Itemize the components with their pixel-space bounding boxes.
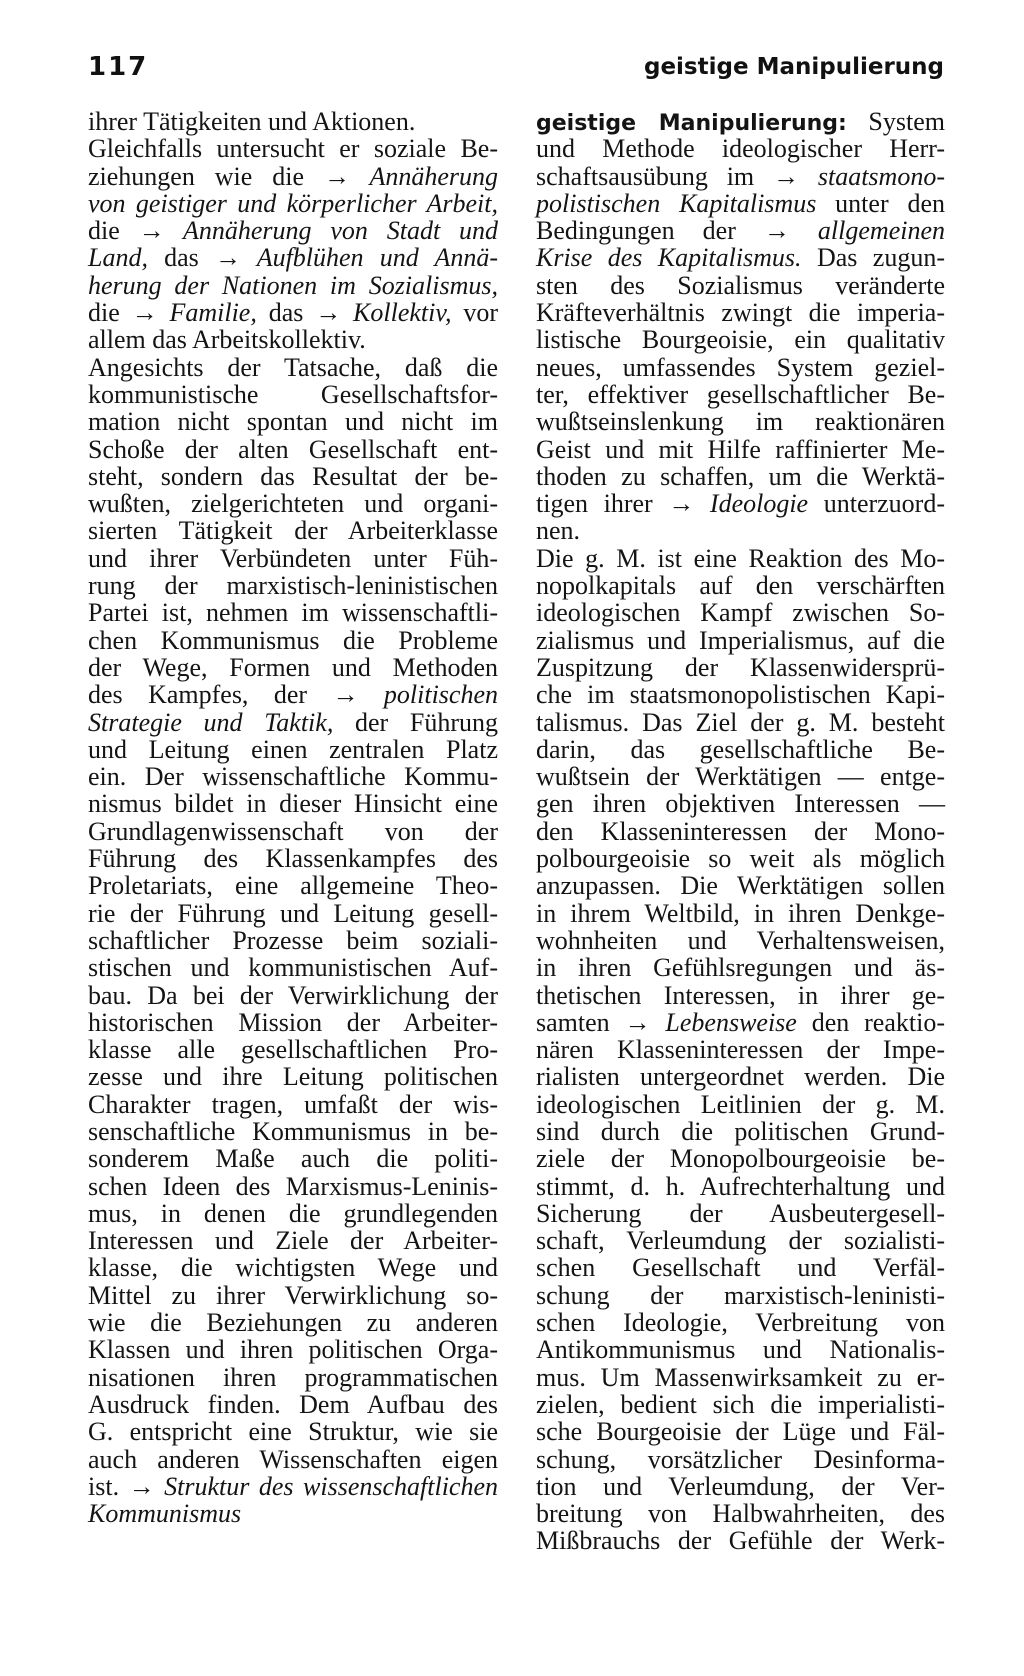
text-line	[536, 790, 945, 817]
text-line	[536, 627, 945, 654]
text-run: und Leitung einen zentralen Platz	[88, 734, 498, 764]
text-run: mus, in denen die grundlegenden	[88, 1198, 498, 1228]
text-line	[536, 517, 945, 544]
text-line	[88, 599, 498, 626]
text-run: der Führung	[333, 707, 498, 737]
cross-reference: Krise des Kapitalismus.	[536, 243, 802, 273]
text-run: nismus bildet in dieser Hinsicht eine	[88, 789, 498, 819]
cross-reference: → Ideologie	[668, 489, 809, 519]
text-run: den reaktio-	[796, 1007, 945, 1037]
text-run: den Klasseninteressen der Mono-	[536, 816, 945, 846]
text-line	[88, 1309, 498, 1336]
text-run: unterzuord-	[808, 489, 946, 519]
text-line	[88, 954, 498, 981]
text-line	[536, 763, 945, 790]
text-line	[88, 1173, 498, 1200]
text-run: Angesichts der Tatsache, daß die	[88, 352, 498, 382]
text-run: anzupassen. Die Werktätigen sollen	[536, 871, 945, 901]
text-run: schaftlicher Prozesse beim soziali-	[88, 925, 498, 955]
cross-reference: Land,	[88, 243, 148, 273]
text-line	[88, 1063, 498, 1090]
text-run: die	[88, 216, 139, 246]
text-run: Kräfteverhältnis zwingt die imperia-	[536, 298, 945, 328]
text-line	[536, 872, 945, 899]
text-line	[88, 1364, 498, 1391]
text-line	[88, 272, 498, 299]
text-line	[88, 845, 498, 872]
text-run: schen Gesellschaft und Verfäl-	[536, 1253, 945, 1283]
text-run: wie die Beziehungen zu anderen	[88, 1308, 498, 1338]
text-line	[88, 1282, 498, 1309]
text-line	[88, 736, 498, 763]
text-line	[536, 954, 945, 981]
text-run: Geist und mit Hilfe raffinierter Me-	[536, 434, 945, 464]
text-line	[536, 845, 945, 872]
text-run: Ausdruck finden. Dem Aufbau des	[88, 1389, 498, 1419]
text-run: schaftsausübung im	[536, 161, 774, 191]
text-line	[536, 299, 945, 326]
text-line	[88, 1336, 498, 1363]
text-line	[88, 163, 498, 190]
text-run: Gleichfalls untersucht er soziale Be-	[88, 134, 498, 164]
right-column	[536, 108, 945, 1555]
text-run: in ihrem Weltbild, in ihren Denkge-	[536, 898, 945, 928]
text-run: tigen ihrer	[536, 489, 669, 519]
cross-reference: → Annäherung	[323, 161, 498, 191]
text-line	[88, 654, 498, 681]
text-line	[88, 490, 498, 517]
text-run: Mißbrauchs der Gefühle der Werk-	[536, 1526, 945, 1556]
text-line	[536, 272, 945, 299]
text-line	[88, 354, 498, 381]
text-run: ist.	[88, 1471, 129, 1501]
text-run: tion und Verleumdung, der Ver-	[536, 1471, 945, 1501]
cross-reference: → staatsmono-	[773, 161, 945, 191]
text-run: rie der Führung und Leitung gesell-	[88, 898, 498, 928]
text-run: che im staatsmonopolistischen Kapi-	[536, 680, 945, 710]
text-run: unter den	[816, 188, 945, 218]
text-run: rung der marxistisch-leninistischen	[88, 571, 498, 601]
text-run: schung der marxistisch-leninisti-	[536, 1280, 945, 1310]
text-run: Zuspitzung der Klassenwidersprü-	[536, 652, 945, 682]
text-run: ideologischen Leitlinien der g. M.	[536, 1089, 945, 1119]
text-line	[88, 982, 498, 1009]
text-line	[536, 1282, 945, 1309]
text-run: klasse, die wichtigsten Wege und	[88, 1253, 498, 1283]
text-run: sierten Tätigkeit der Arbeiterklasse	[88, 516, 498, 546]
text-line	[536, 818, 945, 845]
text-line	[536, 1336, 945, 1363]
text-run: sonderem Maße auch die politi-	[88, 1144, 498, 1174]
text-line	[536, 1391, 945, 1418]
text-run: nären Klasseninteressen der Impe-	[536, 1035, 945, 1065]
text-run: wußtseinslenkung im reaktionären	[536, 407, 945, 437]
text-run: wohnheiten und Verhaltensweisen,	[536, 925, 945, 955]
text-line	[536, 1418, 945, 1445]
text-run: das	[256, 298, 316, 328]
cross-reference: → allgemeinen	[763, 216, 945, 246]
text-run: Proletariats, eine allgemeine Theo-	[88, 871, 498, 901]
text-line	[88, 326, 498, 353]
text-run: System	[846, 107, 945, 136]
text-run: auch anderen Wissenschaften eigen	[88, 1444, 498, 1474]
text-line	[536, 1145, 945, 1172]
text-run: mation nicht spontan und nicht im	[88, 407, 498, 437]
text-line	[536, 1227, 945, 1254]
text-line	[88, 572, 498, 599]
text-line	[88, 1145, 498, 1172]
text-line	[536, 982, 945, 1009]
text-run: Schoße der alten Gesellschaft ent-	[88, 434, 498, 464]
text-line	[536, 599, 945, 626]
cross-reference: → politischen	[332, 680, 498, 710]
text-run: Interessen und Ziele der Arbeiter-	[88, 1226, 498, 1256]
text-line	[536, 1091, 945, 1118]
text-line	[88, 872, 498, 899]
text-run: Partei ist, nehmen im wissenschaftli-	[88, 598, 498, 628]
text-line	[536, 654, 945, 681]
text-line	[88, 1118, 498, 1145]
text-line	[536, 1473, 945, 1500]
page-number: 117	[88, 52, 149, 82]
cross-reference: → Kollektiv,	[315, 298, 452, 328]
text-run: Grundlagenwissenschaft von der	[88, 816, 498, 846]
text-line	[88, 244, 498, 271]
text-line	[88, 517, 498, 544]
cross-reference: → Annäherung von Stadt und	[138, 216, 499, 246]
text-line	[536, 1200, 945, 1227]
text-line	[536, 1254, 945, 1281]
text-run: steht, sondern das Resultat der be-	[88, 461, 498, 491]
text-run: und Methode ideologischer Herr-	[536, 134, 945, 164]
text-run: und ihrer Verbündeten unter Füh-	[88, 543, 498, 573]
text-run: mus. Um Massenwirksamkeit zu er-	[536, 1362, 945, 1392]
text-line	[88, 1446, 498, 1473]
text-line	[88, 1473, 498, 1500]
text-line	[536, 1118, 945, 1145]
text-run: neues, umfassendes System geziel-	[536, 352, 945, 382]
text-line	[88, 299, 498, 326]
text-line	[88, 463, 498, 490]
text-line	[536, 463, 945, 490]
text-run: ein. Der wissenschaftliche Kommu-	[88, 762, 498, 792]
text-run: des Kampfes, der	[88, 680, 333, 710]
text-line	[536, 709, 945, 736]
text-line	[88, 381, 498, 408]
text-line	[88, 709, 498, 736]
text-run: nopolkapitals auf den verschärften	[536, 571, 945, 601]
cross-reference: von geistiger und körperlicher Arbeit,	[88, 188, 498, 218]
text-run: ziehungen wie die	[88, 161, 324, 191]
text-line	[88, 1391, 498, 1418]
text-line	[536, 217, 945, 244]
text-line	[88, 763, 498, 790]
left-column	[88, 108, 498, 1527]
text-run: rialisten untergeordnet werden. Die	[536, 1062, 945, 1092]
text-line	[536, 163, 945, 190]
cross-reference: herung der Nationen im Sozialismus,	[88, 270, 498, 300]
text-line	[88, 217, 498, 244]
text-line	[536, 1446, 945, 1473]
text-run: das	[147, 243, 215, 273]
text-run: bau. Da bei der Verwirklichung der	[88, 980, 498, 1010]
text-line	[88, 1036, 498, 1063]
text-line	[88, 818, 498, 845]
text-run: Mittel zu ihrer Verwirklichung so-	[88, 1280, 498, 1310]
text-run: thetischen Interessen, in ihrer ge-	[536, 980, 945, 1010]
text-run: stischen und kommunistischen Auf-	[88, 953, 498, 983]
cross-reference: → Struktur des wissenschaftlichen	[128, 1471, 498, 1501]
text-line	[536, 326, 945, 353]
text-line	[88, 545, 498, 572]
text-run: listische Bourgeoisie, ein qualitativ	[536, 325, 945, 355]
text-line	[536, 1364, 945, 1391]
text-run: nisationen ihren programmatischen	[88, 1362, 498, 1392]
cross-reference: → Lebensweise	[624, 1007, 797, 1037]
text-line	[536, 408, 945, 435]
text-run: ziele der Monopolbourgeoisie be-	[536, 1144, 945, 1174]
text-run: wußten, zielgerichteten und organi-	[88, 489, 498, 519]
text-line	[88, 1254, 498, 1281]
text-line	[536, 1309, 945, 1336]
text-run: polbourgeoisie so weit als möglich	[536, 844, 945, 874]
text-line	[536, 1500, 945, 1527]
text-line	[536, 681, 945, 708]
text-line	[88, 627, 498, 654]
text-line	[536, 1009, 945, 1036]
text-line	[88, 1200, 498, 1227]
text-run: schen Ideologie, Verbreitung von	[536, 1308, 945, 1338]
text-run: ter, effektiver gesellschaftlicher Be-	[536, 379, 945, 409]
text-line	[88, 108, 498, 135]
text-run: vor	[451, 298, 498, 328]
text-run: allem das Arbeitskollektiv.	[88, 325, 366, 355]
text-line	[536, 436, 945, 463]
text-run: die	[88, 298, 132, 328]
text-line	[88, 900, 498, 927]
cross-reference: Strategie und Taktik,	[88, 707, 334, 737]
text-line	[536, 1036, 945, 1063]
text-line	[536, 1173, 945, 1200]
text-line	[88, 1500, 498, 1527]
text-run: Die g. M. ist eine Reaktion des Mo-	[536, 543, 945, 573]
text-run: zialismus und Imperialismus, auf die	[536, 625, 945, 655]
text-run: sten des Sozialismus veränderte	[536, 270, 945, 300]
text-line	[88, 190, 498, 217]
text-line	[536, 135, 945, 162]
text-line	[88, 927, 498, 954]
text-line	[536, 927, 945, 954]
text-run: klasse alle gesellschaftlichen Pro-	[88, 1035, 498, 1065]
text-run: Bedingungen der	[536, 216, 764, 246]
text-run: schung, vorsätzlicher Desinforma-	[536, 1444, 945, 1474]
text-run: wußtsein der Werktätigen — entge-	[536, 762, 945, 792]
text-run: in ihren Gefühlsregungen und äs-	[536, 953, 945, 983]
text-run: gen ihren objektiven Interessen —	[536, 789, 945, 819]
text-line	[536, 190, 945, 217]
text-line	[536, 108, 945, 135]
text-run: zielen, bedient sich die imperialisti-	[536, 1389, 945, 1419]
text-line	[88, 1227, 498, 1254]
text-run: breitung von Halbwahrheiten, des	[536, 1499, 945, 1529]
text-run: Charakter tragen, umfaßt der wis-	[88, 1089, 498, 1119]
text-run: schen Ideen des Marxismus-Leninis-	[88, 1171, 498, 1201]
cross-reference: → Aufblühen und Annä-	[214, 243, 498, 273]
text-run: Sicherung der Ausbeutergesell-	[536, 1198, 945, 1228]
entry-headword: geistige Manipulierung:	[536, 111, 847, 136]
text-run: Führung des Klassenkampfes des	[88, 844, 498, 874]
text-run: G. entspricht eine Struktur, wie sie	[88, 1417, 498, 1447]
text-run: darin, das gesellschaftliche Be-	[536, 734, 945, 764]
text-line	[88, 790, 498, 817]
text-line	[536, 354, 945, 381]
text-run: Das zugun-	[801, 243, 945, 273]
cross-reference: → Familie,	[131, 298, 257, 328]
text-run: sche Bourgeoisie der Lüge und Fäl-	[536, 1417, 945, 1447]
text-line	[88, 135, 498, 162]
text-run: samten	[536, 1007, 625, 1037]
text-line	[536, 244, 945, 271]
text-line	[88, 681, 498, 708]
text-run: senschaftliche Kommunismus in be-	[88, 1116, 498, 1146]
text-run: kommunistische Gesellschaftsfor-	[88, 379, 498, 409]
text-line	[536, 545, 945, 572]
running-head: geistige Manipulierung	[643, 54, 944, 80]
text-line	[536, 736, 945, 763]
text-line	[536, 1063, 945, 1090]
text-line	[88, 408, 498, 435]
text-line	[88, 1009, 498, 1036]
text-line	[88, 1418, 498, 1445]
text-line	[536, 900, 945, 927]
text-line	[536, 490, 945, 517]
text-run: Klassen und ihren politischen Orga-	[88, 1335, 498, 1365]
text-run: schaft, Verleumdung der sozialisti-	[536, 1226, 945, 1256]
text-run: historischen Mission der Arbeiter-	[88, 1007, 498, 1037]
text-line	[536, 1527, 945, 1554]
cross-reference: Kommunismus	[88, 1499, 242, 1529]
text-line	[536, 381, 945, 408]
text-run: talismus. Das Ziel der g. M. besteht	[536, 707, 945, 737]
text-run: zesse und ihre Leitung politischen	[88, 1062, 498, 1092]
text-run: sind durch die politischen Grund-	[536, 1116, 945, 1146]
text-line	[88, 436, 498, 463]
text-run: ihrer Tätigkeiten und Aktionen.	[88, 107, 416, 136]
text-run: nen.	[536, 516, 581, 546]
text-run: stimmt, d. h. Aufrechterhaltung und	[536, 1171, 945, 1201]
text-run: thoden zu schaffen, um die Werktä-	[536, 461, 945, 491]
text-run: Antikommunismus und Nationalis-	[536, 1335, 945, 1365]
text-line	[536, 572, 945, 599]
cross-reference: polistischen Kapitalismus	[536, 188, 817, 218]
text-run: der Wege, Formen und Methoden	[88, 652, 498, 682]
text-run: ideologischen Kampf zwischen So-	[536, 598, 945, 628]
text-run: chen Kommunismus die Probleme	[88, 625, 498, 655]
text-line	[88, 1091, 498, 1118]
